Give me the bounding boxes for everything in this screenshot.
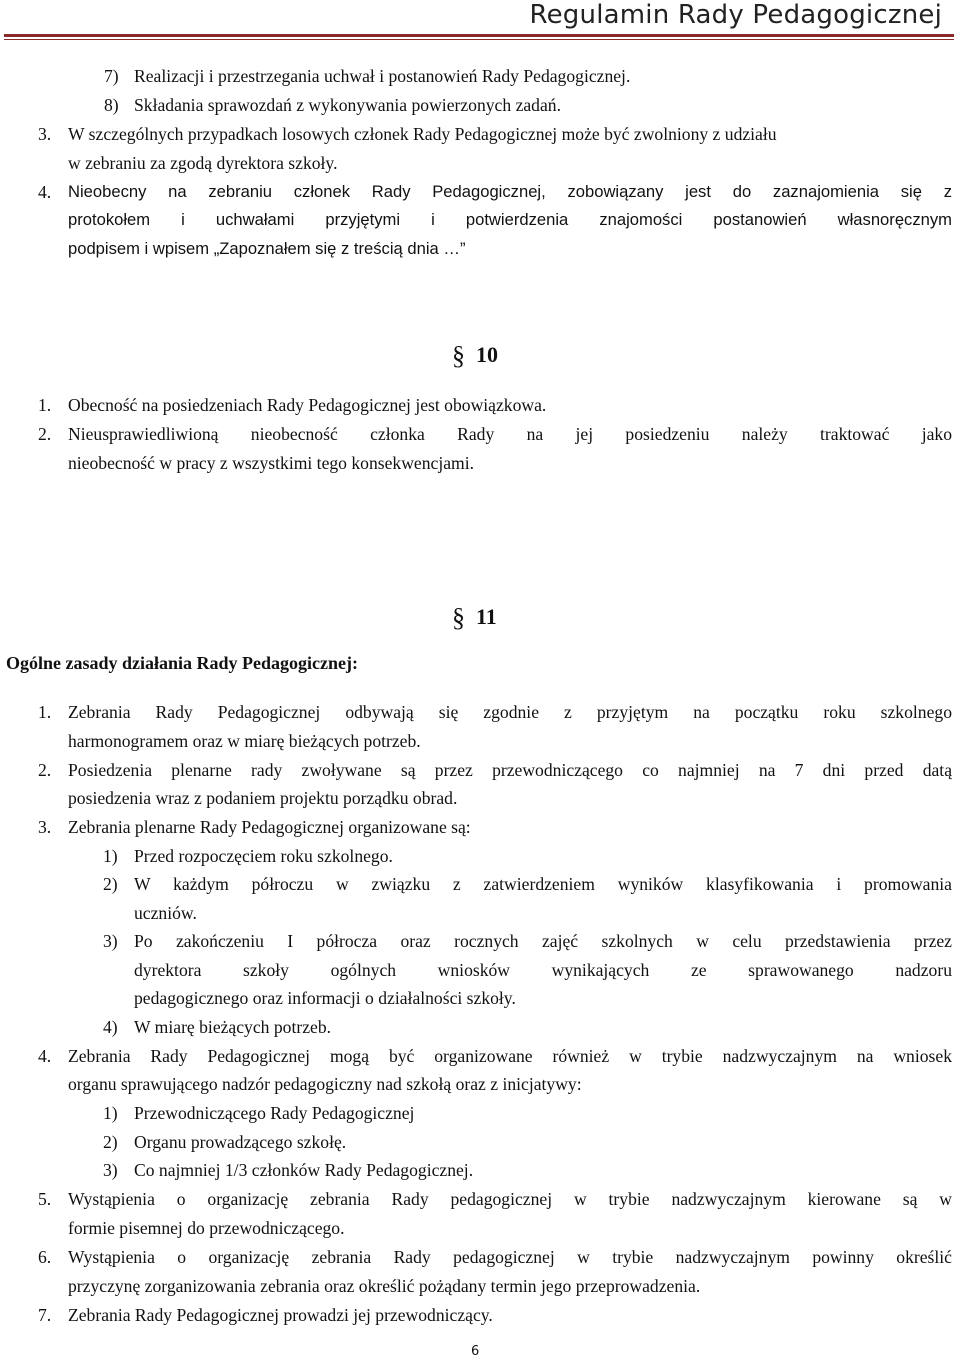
section-number: 11 — [476, 604, 497, 629]
list-number: 1) — [103, 846, 118, 866]
paragraph-number: 7. — [38, 1305, 52, 1325]
paragraph-text: Wystąpienia o organizację zebrania Rady pedagogicznej w trybie nadzwyczajnym powinny określić — [68, 1247, 952, 1267]
list-item-text: dyrektora szkoły ogólnych wniosków wynikających ze sprawowanego nadzoru — [134, 960, 952, 980]
list-item-text: Po zakończeniu I półrocza oraz rocznych zajęć szkolnych w celu przedstawienia przez — [134, 931, 952, 951]
header-title: Regulamin Rady Pedagogicznej — [529, 0, 942, 30]
header-rule-thin — [4, 39, 954, 40]
list-item-text: Składania sprawozdań z wykonywania powierzonych zadań. — [134, 95, 561, 115]
paragraph-number: 1. — [38, 395, 52, 415]
list-item-text: W każdym półroczu w związku z zatwierdzeniem wyników klasyfikowania i promowania — [134, 874, 952, 894]
paragraph-text: Posiedzenia plenarne rady zwoływane są przez przewodniczącego co najmniej na 7 dni przed datą — [68, 760, 952, 780]
list-number: 2) — [103, 874, 118, 894]
paragraph-number: 3. — [38, 817, 52, 837]
list-number: 8) — [104, 95, 119, 115]
paragraph-number: 2. — [38, 424, 52, 444]
paragraph-text: posiedzenia wraz z podaniem projektu porządku obrad. — [68, 788, 458, 808]
section-number: 10 — [476, 342, 498, 367]
paragraph-number: 1. — [38, 702, 52, 722]
paragraph-text: W szczególnych przypadkach losowych członek Rady Pedagogicznej może być zwolniony z udziału — [68, 124, 777, 144]
page-header — [0, 0, 960, 40]
paragraph-number: 2. — [38, 760, 52, 780]
paragraph-text: Zebrania plenarne Rady Pedagogicznej organizowane są: — [68, 817, 471, 837]
paragraph-text: podpisem i wpisem „Zapoznałem się z treścią dnia …” — [68, 239, 466, 258]
paragraph-text: Zebrania Rady Pedagogicznej mogą być organizowane również w trybie nadzwyczajnym na wniosek — [68, 1046, 952, 1066]
paragraph-text: Zebrania Rady Pedagogicznej odbywają się zgodnie z przyjętym na początku roku szkolnego — [68, 702, 952, 722]
paragraph-text: protokołem i uchwałami przyjętymi i potwierdzenia znajomości postanowień własnoręcznym — [68, 210, 952, 229]
list-item-text: Co najmniej 1/3 członków Rady Pedagogicznej. — [134, 1160, 474, 1180]
list-item-text: uczniów. — [134, 903, 197, 923]
paragraph-number: 4. — [38, 1046, 52, 1066]
list-number: 7) — [104, 66, 119, 86]
list-item-text: pedagogicznego oraz informacji o działalności szkoły. — [134, 988, 516, 1008]
paragraph-text: przyczynę zorganizowania zebrania oraz określić pożądany termin jego przeprowadzenia. — [68, 1276, 701, 1296]
paragraph-text: nieobecność w pracy z wszystkimi tego konsekwencjami. — [68, 453, 475, 473]
list-number: 2) — [103, 1132, 118, 1152]
paragraph-text: Wystąpienia o organizację zebrania Rady pedagogicznej w trybie nadzwyczajnym kierowane są w — [68, 1189, 952, 1209]
list-number: 1) — [103, 1103, 118, 1123]
paragraph-text: harmonogramem oraz w miarę bieżących potrzeb. — [68, 731, 421, 751]
section-sign: § — [452, 341, 465, 370]
paragraph-number: 3. — [38, 124, 52, 144]
paragraph-number: 6. — [38, 1247, 52, 1267]
section-heading: Ogólne zasady działania Rady Pedagogicznej: — [6, 653, 358, 673]
list-number: 4) — [103, 1017, 118, 1037]
header-rule — [4, 34, 954, 37]
list-number: 3) — [103, 1160, 118, 1180]
paragraph-text: Zebrania Rady Pedagogicznej prowadzi jej przewodniczący. — [68, 1305, 493, 1325]
list-item-text: W miarę bieżących potrzeb. — [134, 1017, 332, 1037]
list-item-text: Przed rozpoczęciem roku szkolnego. — [134, 846, 393, 866]
paragraph-text: Nieusprawiedliwioną nieobecność członka Rady na jej posiedzeniu należy traktować jako — [68, 424, 952, 444]
list-number: 3) — [103, 931, 118, 951]
section-sign: § — [452, 603, 465, 632]
list-item-text: Przewodniczącego Rady Pedagogicznej — [134, 1103, 415, 1123]
page-number: 6 — [471, 1344, 480, 1359]
paragraph-text: formie pisemnej do przewodniczącego. — [68, 1218, 345, 1238]
paragraph-text: organu sprawującego nadzór pedagogiczny nad szkołą oraz z inicjatywy: — [68, 1074, 582, 1094]
paragraph-text: Nieobecny na zebraniu członek Rady Pedagogicznej, zobowiązany jest do zaznajomienia się z — [68, 182, 952, 201]
paragraph-text: w zebraniu za zgodą dyrektora szkoły. — [68, 153, 338, 173]
paragraph-number: 5. — [38, 1189, 52, 1209]
paragraph-text: Obecność na posiedzeniach Rady Pedagogicznej jest obowiązkowa. — [68, 395, 547, 415]
list-item-text: Organu prowadzącego szkołę. — [134, 1132, 347, 1152]
list-item-text: Realizacji i przestrzegania uchwał i postanowień Rady Pedagogicznej. — [134, 66, 631, 86]
paragraph-number: 4. — [38, 182, 52, 202]
